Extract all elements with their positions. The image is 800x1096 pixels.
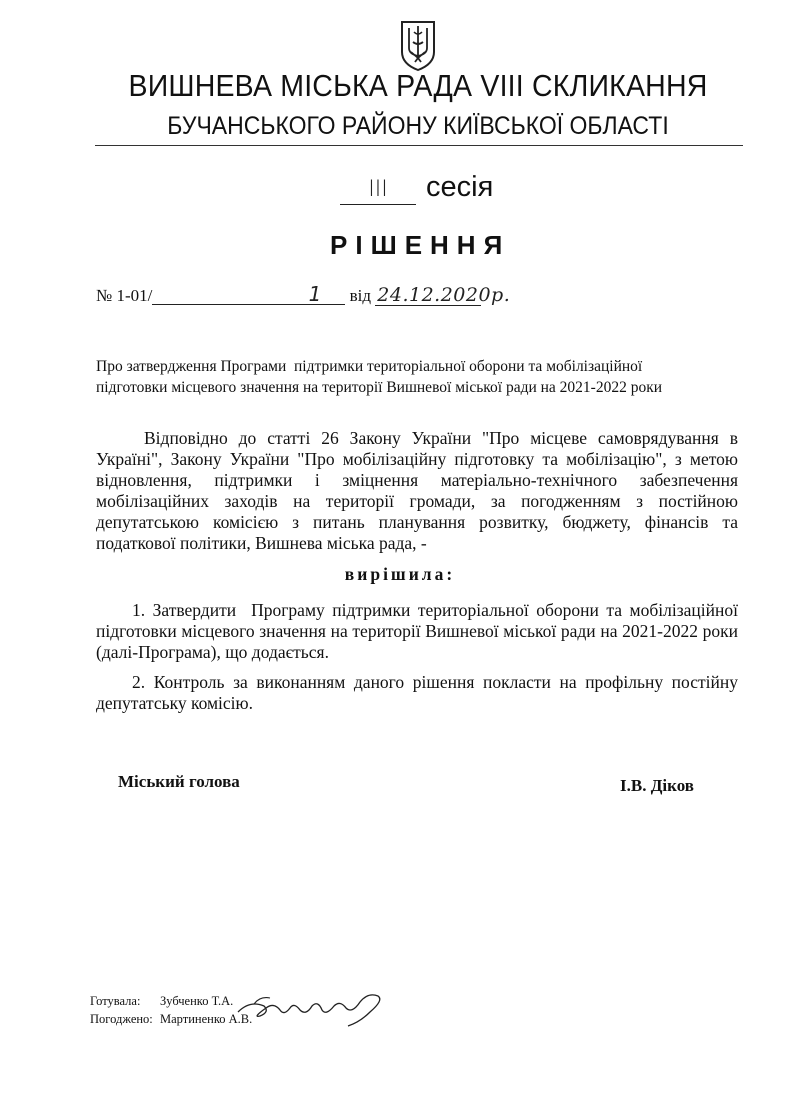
handwritten-signature <box>230 990 390 1030</box>
approved-name: Мартиненко А.В. <box>160 1012 253 1026</box>
subject-line-2: підготовки місцевого значення на території Вишневої міської ради на 2021-2022 роки <box>96 379 663 396</box>
session-number: III <box>340 176 416 205</box>
signatory-name: І.В. Діков <box>620 776 694 795</box>
resolved-heading: вирішила: <box>344 564 456 584</box>
subject-line-1: Про затвердження Програми підтримки територіальної оборони та мобілізаційної <box>96 358 643 375</box>
district-subtitle: БУЧАНСЬКОГО РАЙОНУ КИЇВСЬКОЇ ОБЛАСТІ <box>167 112 669 140</box>
trident-emblem-icon <box>398 18 438 72</box>
decision-number-line <box>96 282 511 306</box>
resolution-item-2: 2. Контроль за виконанням даного рішення покласти на профільну постійну депутатську комісію. <box>96 672 738 713</box>
prepared-label: Готувала: <box>90 994 141 1008</box>
council-title: ВИШНЕВА МІСЬКА РАДА VIII СКЛИКАННЯ <box>128 68 708 103</box>
prepared-by-line <box>90 994 233 1009</box>
header-divider <box>95 145 743 146</box>
decision-number-value: 1 <box>152 284 345 305</box>
decision-date-value: 24.12.2020р. <box>377 284 511 306</box>
prepared-name: Зубченко Т.А. <box>160 994 234 1008</box>
approved-label: Погоджено: <box>90 1012 153 1026</box>
decision-date-prefix: від <box>349 286 372 305</box>
decision-title: РІШЕННЯ <box>330 230 511 260</box>
resolution-item-1: 1. Затвердити Програму підтримки територіальної оборони та мобілізаційної підготовки місцевого значення на території Вишневої міської ради на 2021-2022 роки (далі-Програма), що додається. <box>96 600 747 662</box>
decision-number-prefix: № 1-01/ <box>96 286 153 305</box>
approved-by-line <box>90 1012 252 1027</box>
preamble-paragraph: Відповідно до статті 26 Закону України "Про місцеве самоврядування в Україні", Закону України "Про мобілізаційну підготовку та мобілізацію", з метою відновлення, підтримки і зміцнення матеріально-технічного забезпечення мобілізаційних заходів на території громади, за погодженням з постійною депутатською комісією з питань планування розвитку, бюджету, фінансів та податкової політики, Вишнева міська рада, - <box>96 428 738 553</box>
signatory-position: Міський голова <box>118 772 240 791</box>
session-label: сесія <box>426 171 494 203</box>
decision-subject <box>96 356 716 398</box>
session-line <box>340 171 493 205</box>
